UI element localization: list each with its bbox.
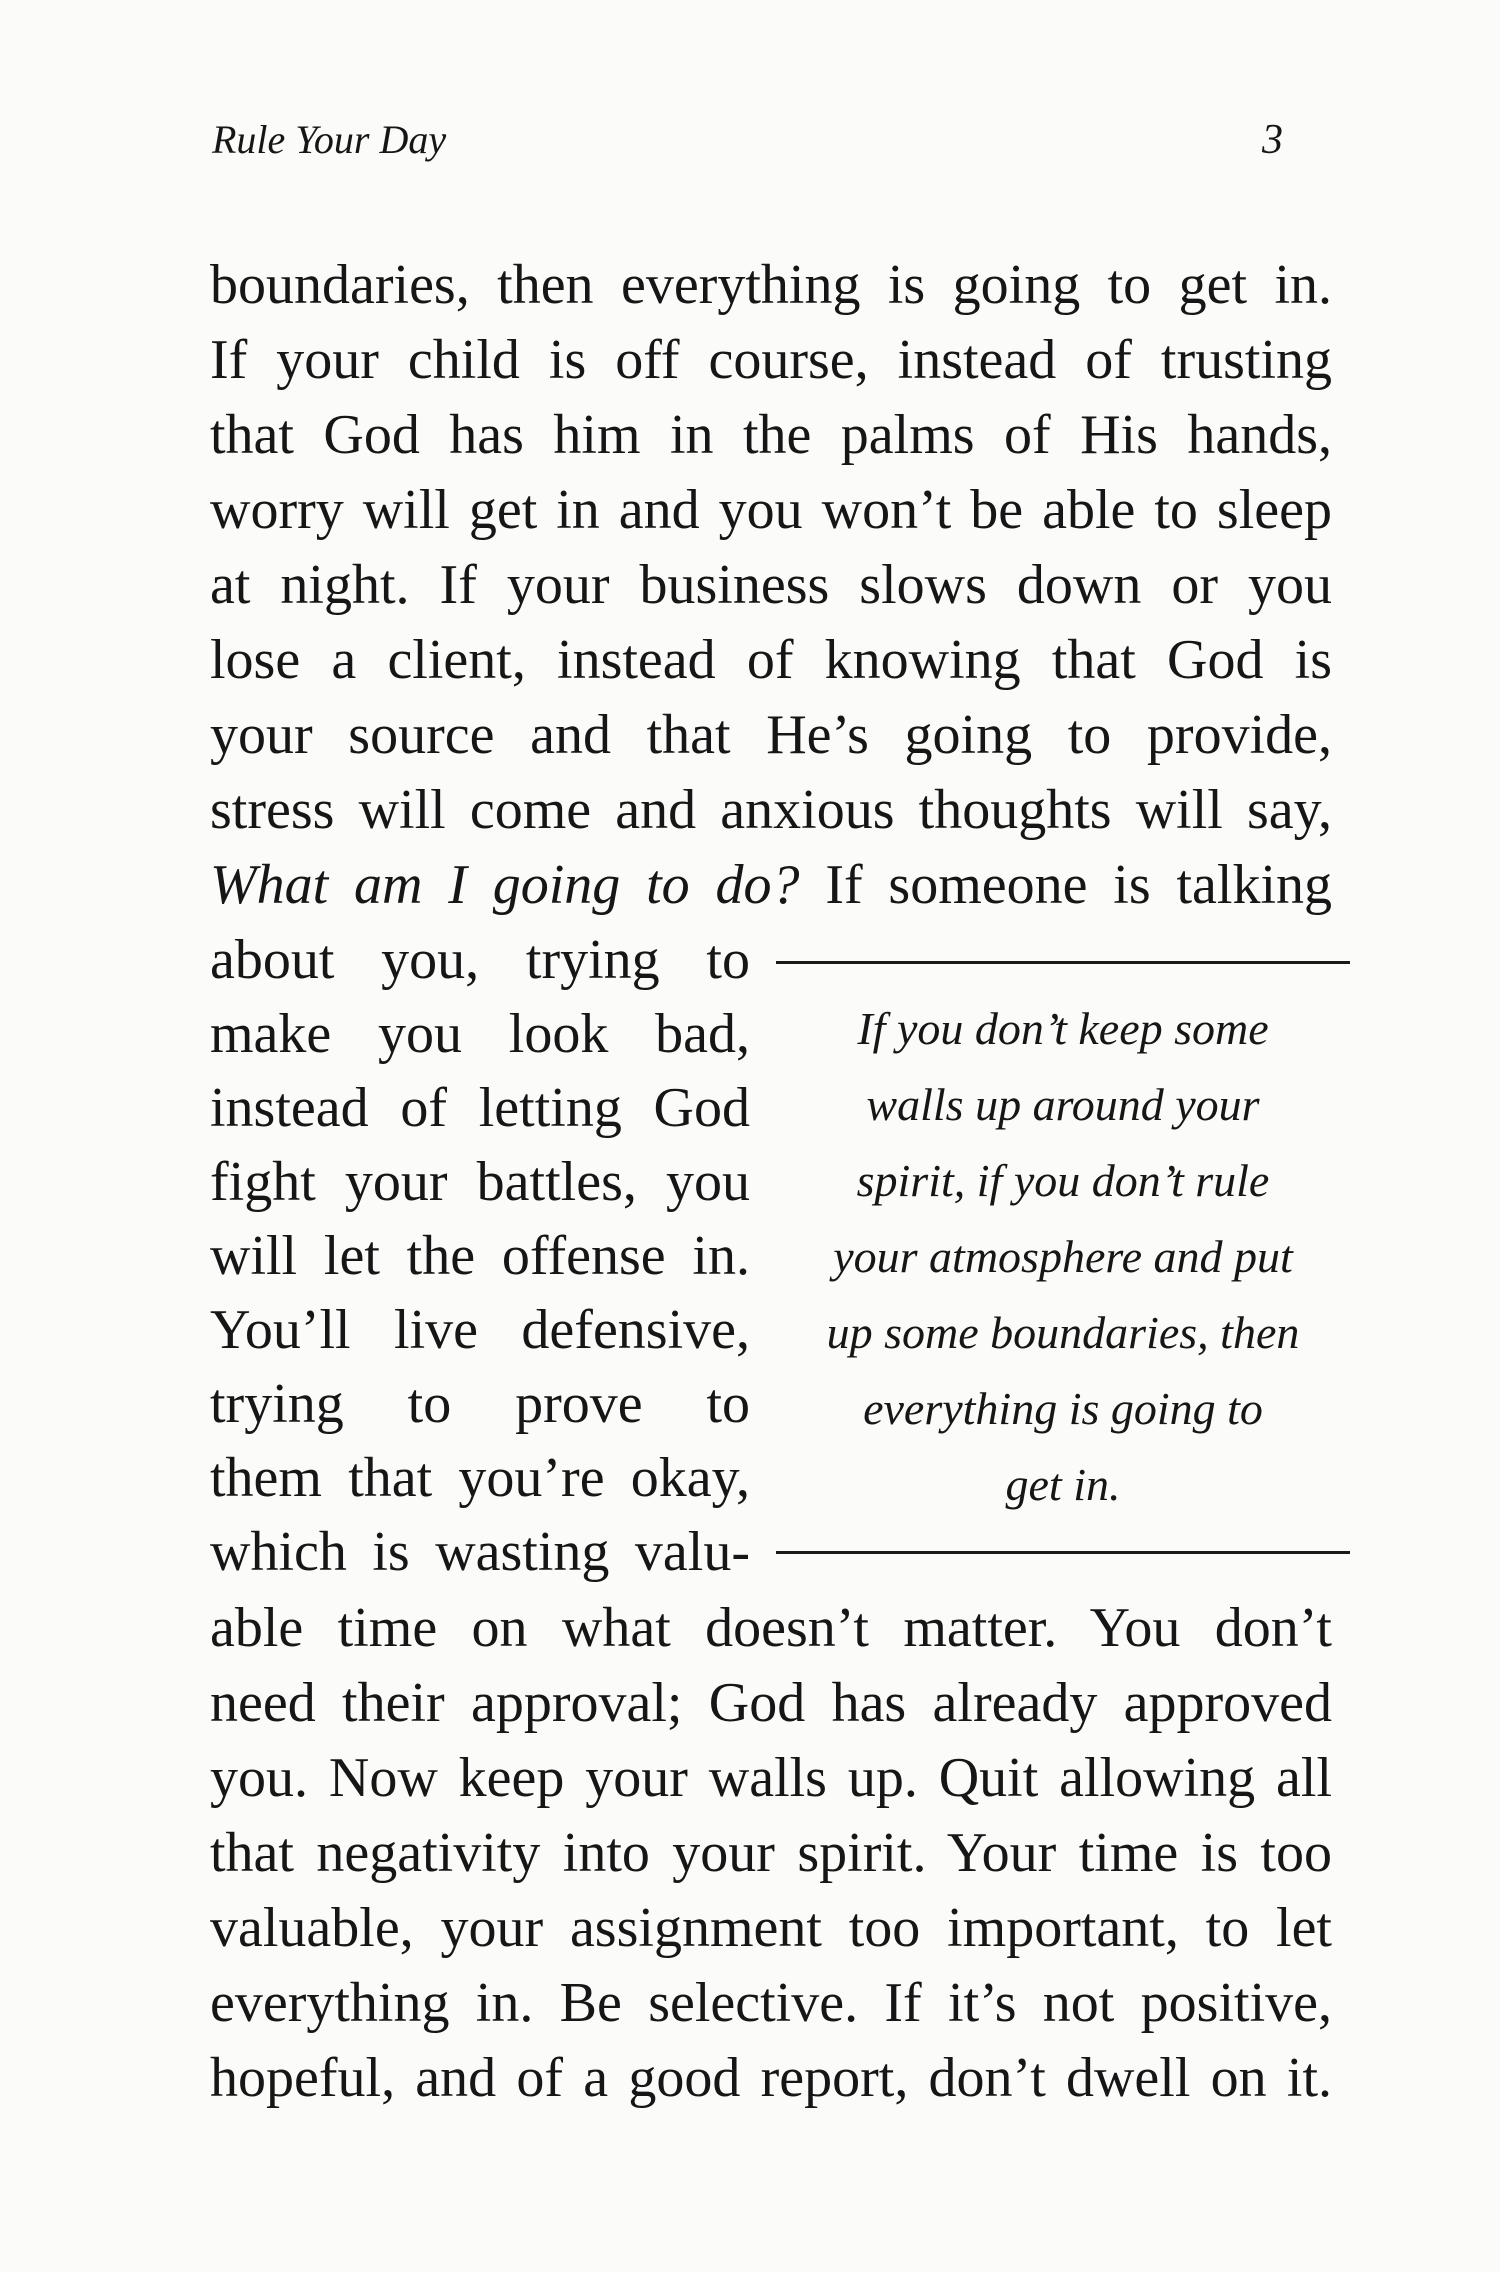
wrapped-line: will let the offense in. <box>210 1225 750 1287</box>
pull-quote-line: get in. <box>1005 1459 1121 1510</box>
pull-quote <box>776 961 1350 1553</box>
text-line: boundaries, then everything is going to get in. <box>210 254 1332 316</box>
text-line: worry will get in and you won’t be able to sleep <box>210 479 1332 541</box>
text-line: your source and that He’s going to provide, <box>210 704 1332 766</box>
text-line: hopeful, and of a good report, don’t dwell on it. <box>210 2047 1332 2109</box>
text-line: valuable, your assignment too important, to let <box>210 1897 1332 1959</box>
pull-quote-line: up some boundaries, then <box>826 1307 1300 1358</box>
wrapped-line: them that you’re okay, <box>210 1447 750 1509</box>
text-line: need their approval; God has already approved <box>210 1672 1332 1734</box>
pull-quote-line: spirit, if you don’t rule <box>856 1155 1270 1206</box>
text-line: that God has him in the palms of His hands, <box>210 404 1332 466</box>
text-line: lose a client, instead of knowing that God is <box>210 629 1332 691</box>
text-line: If your child is off course, instead of trusting <box>210 329 1332 391</box>
text-line: you. Now keep your walls up. Quit allowing all <box>210 1747 1332 1809</box>
text-line: able time on what doesn’t matter. You don’t <box>210 1597 1332 1659</box>
page-number: 3 <box>1262 117 1283 163</box>
pull-quote-line: your atmosphere and put <box>833 1231 1293 1282</box>
wrapped-line: which is wasting valu- <box>210 1521 750 1583</box>
text-line-rest: If someone is talking <box>799 854 1332 916</box>
pull-quote-line: walls up around your <box>866 1079 1260 1130</box>
running-head: Rule Your Day <box>212 117 447 162</box>
text-line: stress will come and anxious thoughts will say, <box>210 779 1332 841</box>
text-line <box>210 855 1332 915</box>
text-line: everything in. Be selective. If it’s not positive, <box>210 1972 1332 2034</box>
wrapped-line: about you, trying to <box>210 929 750 991</box>
wrapped-line: instead of letting God <box>210 1077 750 1139</box>
wrapped-line: You’ll live defensive, <box>210 1299 750 1361</box>
pull-quote-text <box>776 991 1350 1523</box>
pull-quote-bottom-rule <box>776 1551 1350 1554</box>
wrapped-line: make you look bad, <box>210 1003 750 1065</box>
wrapped-line: trying to prove to <box>210 1373 750 1435</box>
text-line: that negativity into your spirit. Your time is too <box>210 1822 1332 1884</box>
wrapped-line: fight your battles, you <box>210 1151 750 1213</box>
text-line: at night. If your business slows down or you <box>210 554 1332 616</box>
inner-thought-italic: What am I going to do? <box>210 854 800 916</box>
pull-quote-top-rule <box>776 961 1350 964</box>
pull-quote-line: If you don’t keep some <box>857 1003 1269 1054</box>
pull-quote-line: everything is going to <box>863 1383 1263 1434</box>
